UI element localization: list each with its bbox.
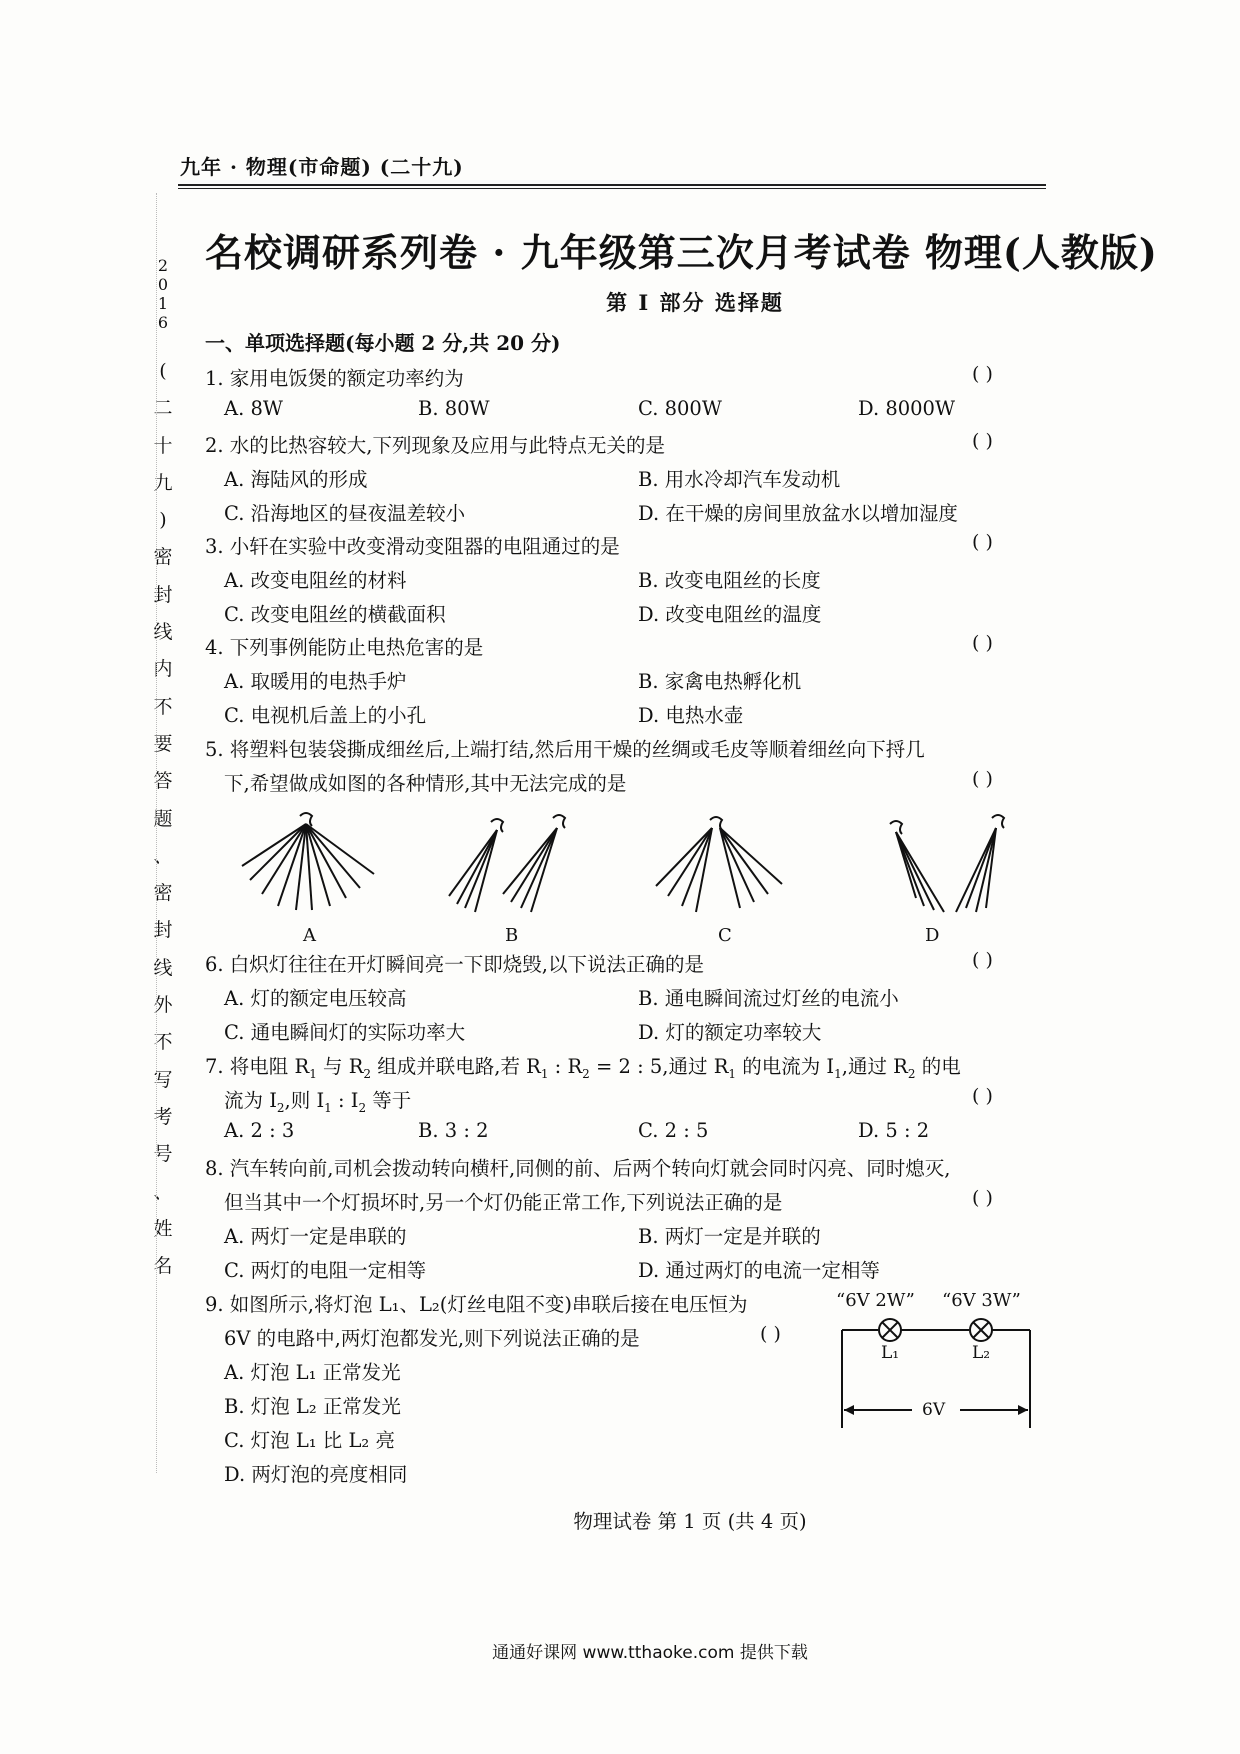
q7-sub: 2 [582, 1066, 590, 1081]
side-char: 要 [153, 732, 173, 755]
question-4-answer-paren[interactable]: ( ) [972, 632, 993, 654]
side-char: 号 [153, 1143, 173, 1166]
question-6-option-b: B. 通电瞬间流过灯丝的电流小 [638, 987, 899, 1010]
side-char: 二 [153, 397, 173, 420]
side-seal-vertical [148, 353, 178, 1285]
q7-sub: 1 [540, 1066, 549, 1081]
question-1-option-a: A. 8W [224, 397, 283, 420]
question-9-answer-paren[interactable]: ( ) [760, 1323, 781, 1345]
question-8-answer-paren[interactable]: ( ) [972, 1187, 993, 1209]
figure-5b [445, 808, 585, 913]
q7-text-h: 的电 [915, 1055, 961, 1078]
question-2-option-d: D. 在干燥的房间里放盆水以增加湿度 [638, 502, 958, 525]
side-char: 写 [153, 1068, 173, 1091]
side-char: 密 [153, 546, 173, 569]
question-9-option-b: B. 灯泡 L₂ 正常发光 [224, 1395, 401, 1418]
question-9-option-d: D. 两灯泡的亮度相同 [224, 1463, 408, 1486]
q7-text-g: ,通过 R [841, 1055, 908, 1078]
question-8-stem-line2: 但当其中一个灯损坏时,另一个灯仍能正常工作,下列说法正确的是 [224, 1191, 783, 1214]
figure-5d-label: D [925, 925, 940, 946]
side-char: 封 [153, 919, 173, 942]
side-char: 线 [153, 956, 173, 979]
q7-sub: 1 [834, 1066, 842, 1081]
question-1-option-d: D. 8000W [858, 397, 956, 420]
source-credit: 通通好课网 www.tthaoke.com 提供下载 [492, 1643, 808, 1663]
q7-line2-c: : I [331, 1089, 359, 1112]
question-6-stem: 6. 白炽灯往往在开灯瞬间亮一下即烧毁,以下说法正确的是 [205, 953, 705, 976]
question-2-stem: 2. 水的比热容较大,下列现象及应用与此特点无关的是 [205, 434, 666, 457]
q7-sub: 2 [363, 1066, 372, 1081]
series-header: 九年 · 物理(市命题) (二十九) [180, 155, 464, 179]
q7-line2-a: 流为 I [224, 1089, 277, 1112]
side-char: ( [159, 360, 167, 382]
question-6-answer-paren[interactable]: ( ) [972, 949, 993, 971]
question-2-option-c: C. 沿海地区的昼夜温差较小 [224, 502, 466, 525]
side-char: 0 [157, 275, 169, 294]
side-char: 答 [153, 770, 173, 793]
question-7-stem [205, 1051, 961, 1081]
q7-line2-d: 等于 [366, 1089, 412, 1112]
question-8-option-b: B. 两灯一定是并联的 [638, 1225, 821, 1248]
question-3-option-c: C. 改变电阻丝的横截面积 [224, 603, 446, 626]
question-8-option-c: C. 两灯的电阻一定相等 [224, 1259, 427, 1282]
question-1-option-c: C. 800W [638, 397, 722, 420]
question-6-option-c: C. 通电瞬间灯的实际功率大 [224, 1021, 466, 1044]
side-char: 九 [153, 471, 173, 494]
q7-text-d: : R [548, 1055, 583, 1078]
side-char: 不 [153, 695, 173, 718]
lamp-2-rating: “6V 3W” [942, 1290, 1021, 1311]
q7-sub: 1 [728, 1066, 737, 1081]
question-5-answer-paren[interactable]: ( ) [972, 768, 993, 790]
side-char: 考 [153, 1105, 173, 1128]
figure-5b-label: B [505, 925, 519, 946]
side-char: 密 [153, 882, 173, 905]
question-8-option-d: D. 通过两灯的电流一定相等 [638, 1259, 880, 1282]
question-5-stem: 5. 将塑料包装袋撕成细丝后,上端打结,然后用干燥的丝绸或毛皮等顺着细丝向下捋几 [205, 738, 925, 761]
question-3-option-b: B. 改变电阻丝的长度 [638, 569, 821, 592]
side-char: 内 [153, 658, 173, 681]
side-char: 不 [153, 1031, 173, 1054]
question-4-option-c: C. 电视机后盖上的小孔 [224, 704, 427, 727]
question-7-option-a: A. 2 : 3 [224, 1119, 295, 1142]
question-3-option-d: D. 改变电阻丝的温度 [638, 603, 822, 626]
question-3-stem: 3. 小轩在实验中改变滑动变阻器的电阻通过的是 [205, 535, 620, 558]
side-char: 线 [153, 621, 173, 644]
supply-voltage-label: 6V [922, 1400, 946, 1420]
figure-5a [240, 808, 380, 913]
question-4-option-d: D. 电热水壶 [638, 704, 744, 727]
figure-5c [650, 808, 790, 913]
question-4-stem: 4. 下列事例能防止电热危害的是 [205, 636, 484, 659]
side-char: 名 [153, 1255, 173, 1278]
q7-text-f: 的电流为 I [736, 1055, 835, 1078]
question-7-option-d: D. 5 : 2 [858, 1119, 930, 1142]
seal-line [156, 193, 158, 1473]
figure-5d [880, 808, 1020, 913]
side-year-text [148, 256, 178, 332]
side-char: 1 [157, 294, 169, 313]
figure-5a-label: A [303, 925, 316, 946]
figure-5c-label: C [718, 925, 732, 946]
question-8-stem: 8. 汽车转向前,司机会拨动转向横杆,同侧的前、后两个转向灯就会同时闪亮、同时熄灭, [205, 1157, 951, 1180]
side-seal-text [148, 353, 178, 1285]
question-7-answer-paren[interactable]: ( ) [972, 1085, 993, 1107]
side-char: 外 [153, 994, 173, 1017]
question-2-answer-paren[interactable]: ( ) [972, 430, 993, 452]
section-title: 一、单项选择题(每小题 2 分,共 20 分) [205, 331, 561, 355]
side-year [148, 256, 178, 332]
question-9-option-c: C. 灯泡 L₁ 比 L₂ 亮 [224, 1429, 395, 1452]
q7-sub: 2 [358, 1100, 367, 1115]
circuit-diagram [836, 1318, 1036, 1438]
side-char: ) [159, 509, 167, 532]
lamp-1-rating: “6V 2W” [836, 1290, 915, 1311]
side-char: 题 [153, 807, 173, 830]
side-char: 十 [153, 434, 173, 457]
q7-sub: 2 [907, 1066, 916, 1081]
q7-sub: 2 [276, 1100, 285, 1115]
side-char: 6 [157, 313, 169, 332]
exam-title: 名校调研系列卷 · 九年级第三次月考试卷 物理(人教版) [205, 230, 1158, 275]
side-char: 封 [153, 583, 173, 606]
header-rule [178, 184, 1046, 186]
q7-text-c: 组成并联电路,若 R [371, 1055, 541, 1078]
question-3-answer-paren[interactable]: ( ) [972, 531, 993, 553]
question-6-option-d: D. 灯的额定功率较大 [638, 1021, 822, 1044]
q7-text-a: 7. 将电阻 R [205, 1055, 310, 1078]
question-9-option-a: A. 灯泡 L₁ 正常发光 [224, 1361, 401, 1384]
question-7-stem-line2 [224, 1085, 411, 1115]
question-9-stem-line2: 6V 的电路中,两灯泡都发光,则下列说法正确的是 [224, 1327, 640, 1350]
side-char: 、 [153, 844, 173, 867]
question-9-stem: 9. 如图所示,将灯泡 L₁、L₂(灯丝电阻不变)串联后接在电压恒为 [205, 1293, 748, 1316]
question-1-option-b: B. 80W [418, 397, 490, 420]
header-rule-thin [178, 188, 1046, 189]
question-4-option-b: B. 家禽电热孵化机 [638, 670, 802, 693]
side-char: 、 [153, 1180, 173, 1203]
lamp-1-label: L₁ [881, 1343, 900, 1363]
question-8-option-a: A. 两灯一定是串联的 [224, 1225, 407, 1248]
q7-text-b: 与 R [316, 1055, 364, 1078]
question-7-option-b: B. 3 : 2 [418, 1119, 489, 1142]
question-2-option-a: A. 海陆风的形成 [224, 468, 368, 491]
side-char: 姓 [153, 1217, 173, 1240]
q7-text-e: = 2 : 5,通过 R [589, 1055, 729, 1078]
q7-line2-b: ,则 I [284, 1089, 325, 1112]
question-6-option-a: A. 灯的额定电压较高 [224, 987, 407, 1010]
question-5-stem-line2: 下,希望做成如图的各种情形,其中无法完成的是 [224, 772, 627, 795]
part-title: 第 Ⅰ 部分 选择题 [606, 290, 784, 315]
question-1-stem: 1. 家用电饭煲的额定功率约为 [205, 367, 464, 390]
question-4-option-a: A. 取暖用的电热手炉 [224, 670, 407, 693]
question-3-option-a: A. 改变电阻丝的材料 [224, 569, 407, 592]
q7-sub: 1 [309, 1066, 317, 1081]
side-char: 2 [157, 256, 169, 275]
question-7-option-c: C. 2 : 5 [638, 1119, 709, 1142]
lamp-2-label: L₂ [972, 1343, 991, 1363]
page-footer: 物理试卷 第 1 页 (共 4 页) [573, 1510, 807, 1533]
q7-sub: 1 [324, 1100, 332, 1115]
question-2-option-b: B. 用水冷却汽车发动机 [638, 468, 841, 491]
question-1-answer-paren[interactable]: ( ) [972, 363, 993, 385]
